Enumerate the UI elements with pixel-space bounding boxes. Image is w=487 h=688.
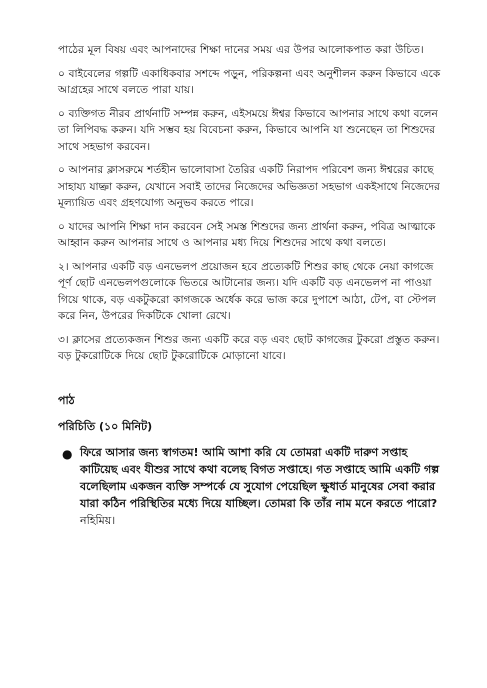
subsection-title: পরিচিতি (১০ মিনিট) — [58, 419, 153, 433]
document-page — [58, 42, 446, 529]
bullet-bold-text: ফিরে আসার জন্য স্বাগতম! আমি আশা করি যে তোমরা একটি দারুণ সপ্তাহ কাটিয়েছ এবং যীশুর সাথে কথা বলেছ বিগত সপ্তাহে। গত সপ্তাহে আমি একটি গল্প বলেছিলাম একজন ব্যক্তি সম্পর্কে যে সুযোগ পেয়েছিল ক্ষুধার্ত মানুষের সেবা করার যারা কঠিন পরিস্থিতির মধ্যে দিয়ে যাচ্ছিল। তোমরা কি তাঁর নাম মনে করতে পারো? — [80, 445, 440, 510]
paragraph-safe-environment: ০ আপনার ক্লাসরুমে শর্তহীন ভালোবাসা তৈরির একটি নিরাপদ পরিবেশ জন্য ঈশ্বরের কাছে সাহায্য যাচ্ঞা করুন, যেখানে সবাই তাদের নিজেদের অভিজ্ঞতা সহভাগ একইসাথে নিজেদের মূল্যায়িত এবং গ্রহণযোগ্য অনুভব করতে পারে। — [58, 164, 440, 209]
list-item — [58, 444, 446, 529]
paragraph-pray-for-children: ০ যাদের আপনি শিক্ষা দান করবেন সেই সমস্ত শিশুদের জন্য প্রার্থনা করুন, পবিত্র আত্মাকে আহ্বান করুন আপনার সাথে ও আপনার মধ্য দিয়ে শিশুদের সাথে কথা বলতে। — [58, 220, 436, 249]
bullet-list — [58, 444, 446, 529]
paragraph-intro: পাঠের মূল বিষয় এবং আপনাদের শিক্ষা দানের সময় এর উপর আলোকপাত করা উচিত। — [58, 44, 424, 56]
paragraph-silent-prayer: ০ ব্যক্তিগত নীরব প্রার্থনাটি সম্পন্ন করুন, এইসময়ে ঈশ্বর কিভাবে আপনার সাথে কথা বলেন তা লিপিবদ্ধ করুন। যদি সম্ভব হয় বিবেচনা করুন, কিভাবে আপনি যা শুনেছেন তা শিশুদের সাথে সহভাগ করবেন। — [58, 107, 438, 153]
paragraph-read-story: ০ বাইবেলের গল্পটি একাধিকবার সশব্দে পড়ুন, পরিকল্পনা এবং অনুশীলন করুন কিভাবে একে আগ্রহের সাথে বলতে পারা যায়। — [58, 67, 441, 96]
bullet-dot-icon: ● — [62, 446, 73, 461]
paragraph-paper-pieces: ৩। ক্লাসের প্রত্যেকজন শিশুর জন্য একটি করে বড় এবং ছোট কাগজের টুকরো প্রস্তুত করুন। বড় টুকরোটিকে দিয়ে ছোট টুকরোটিকে মোড়ানো যাবে। — [58, 333, 440, 362]
section-title: পাঠ — [58, 393, 75, 407]
section-spacer — [58, 372, 446, 392]
paragraph-envelope: ২। আপনার একটি বড় এনভেলপ প্রয়োজন হবে প্রত্যেকটি শিশুর কাছ থেকে নেয়া কাগজে পূর্ণ ছোট এনভেলপগুলোকে ভিতরে আটানোর জন্য। যদি একটি বড় এনভেলপ না পাওয়া গিয়ে থাকে, বড় একটুকরো কাগজকে অর্ধেক করে ভাজ করে দুপাশে আঠা, টেপ, বা স্টেপল করে নিন, উপরের দিকটিকে খোলা রেখে। — [58, 260, 436, 322]
bullet-answer-text: নহিমিয়। — [80, 513, 116, 527]
